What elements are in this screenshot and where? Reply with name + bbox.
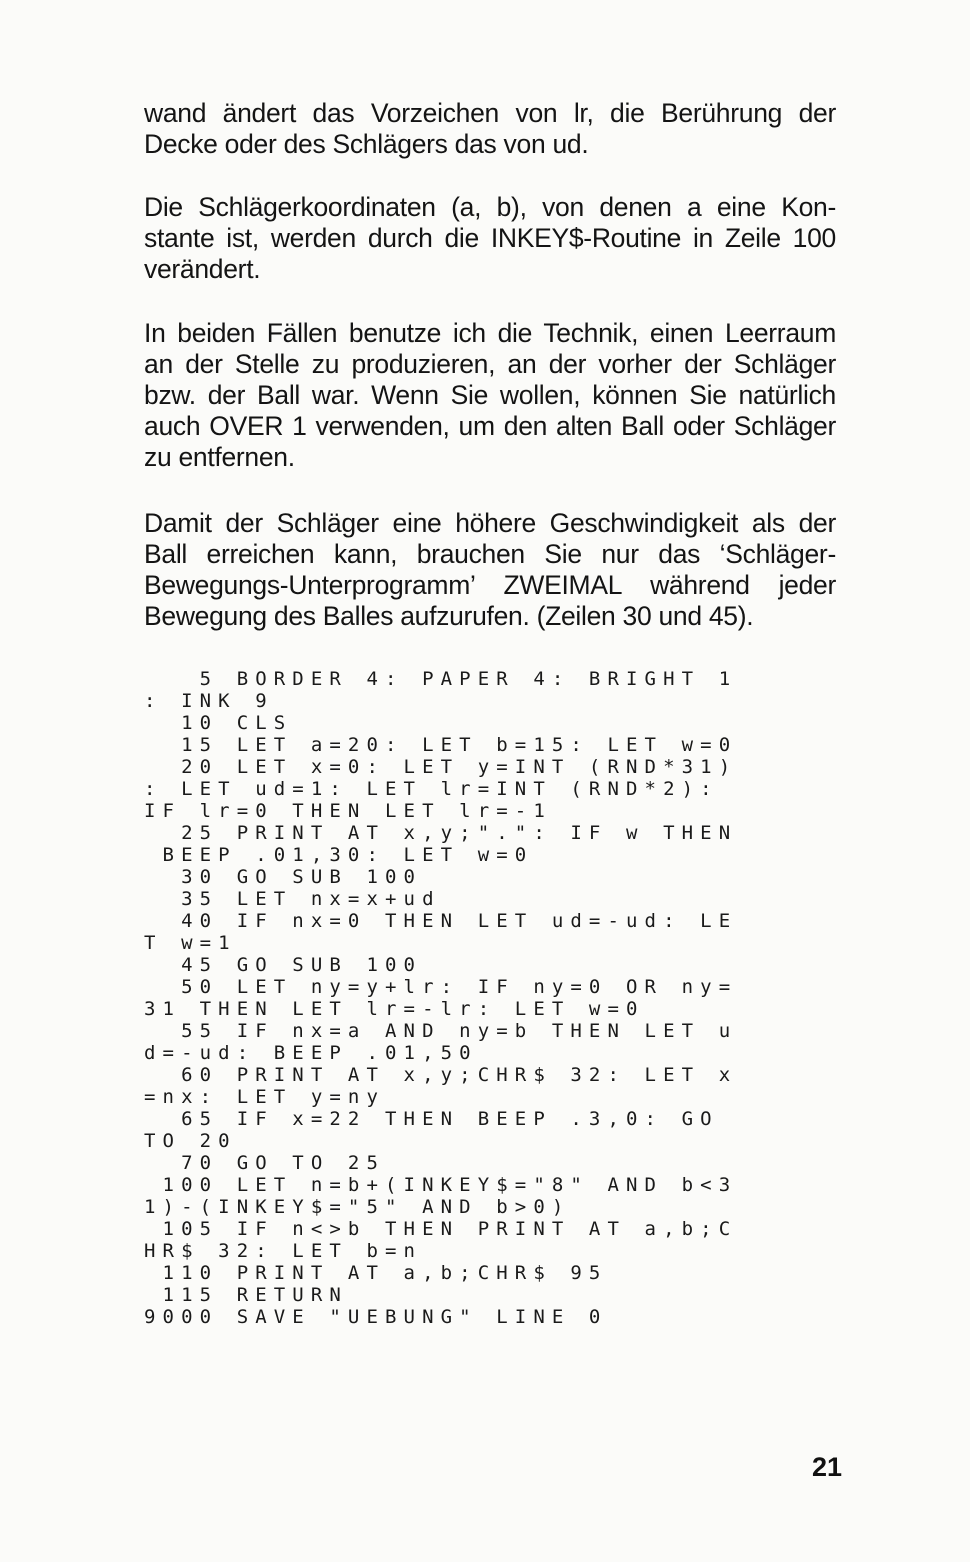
listing-line: 70 GO TO 25 [144,1152,386,1174]
listing-line: =nx: LET y=ny [144,1086,386,1108]
listing-line: 60 PRINT AT x,y;CHR$ 32: LET x [144,1064,738,1086]
paragraph-line: an der Stelle zu produzieren, an der vorher der Schläger [144,349,836,379]
paragraph-1 [144,98,844,160]
listing-line: 35 LET nx=x+ud [144,888,441,910]
listing-line: 5 BORDER 4: PAPER 4: BRIGHT 1 [144,668,738,690]
listing-line: 1)-(INKEY$="5" AND b>0) [144,1196,571,1218]
paragraph-2 [144,192,844,285]
paragraph-line: Bewegungs-Unterprogramm’ ZWEIMAL während jeder [144,570,836,600]
paragraph-line: Die Schlägerkoordinaten (a, b), von denen a eine Kon- [144,192,836,222]
listing-line: 50 LET ny=y+lr: IF ny=0 OR ny= [144,976,738,998]
listing-line: 40 IF nx=0 THEN LET ud=-ud: LE [144,910,738,932]
listing-line: 10 CLS [144,712,293,734]
listing-line: BEEP .01,30: LET w=0 [144,844,534,866]
listing-line: d=-ud: BEEP .01,50 [144,1042,478,1064]
paragraph-3 [144,318,844,473]
paragraph-4 [144,508,844,632]
paragraph-line: bzw. der Ball war. Wenn Sie wollen, können Sie natürlich [144,380,836,410]
listing-line: HR$ 32: LET b=n [144,1240,423,1262]
paragraph-line: wand ändert das Vorzeichen von lr, die Berührung der [144,98,836,128]
listing-line: 115 RETURN [144,1284,348,1306]
listing-line: 31 THEN LET lr=-lr: LET w=0 [144,998,645,1020]
paragraph-line: Decke oder des Schlägers das von ud. [144,129,589,159]
listing-line: 65 IF x=22 THEN BEEP .3,0: GO [144,1108,719,1130]
paragraph-line: Damit der Schläger eine höhere Geschwindigkeit als der [144,508,836,538]
basic-program-listing [144,668,844,1328]
listing-line: 105 IF n<>b THEN PRINT AT a,b;C [144,1218,738,1240]
listing-line: 110 PRINT AT a,b;CHR$ 95 [144,1262,608,1284]
listing-line: : INK 9 [144,690,274,712]
listing-line: : LET ud=1: LET lr=INT (RND*2): [144,778,719,800]
listing-line: IF lr=0 THEN LET lr=-1 [144,800,552,822]
paragraph-line: zu entfernen. [144,442,295,472]
listing-line: 15 LET a=20: LET b=15: LET w=0 [144,734,738,756]
listing-line: 30 GO SUB 100 [144,866,423,888]
listing-line: T w=1 [144,932,237,954]
listing-line: 9000 SAVE "UEBUNG" LINE 0 [144,1306,608,1328]
paragraph-line: stante ist, werden durch die INKEY$-Routine in Zeile 100 [144,223,836,253]
listing-line: 45 GO SUB 100 [144,954,423,976]
paragraph-line: Ball erreichen kann, brauchen Sie nur das ‘Schläger- [144,539,836,569]
paragraph-line: verändert. [144,254,261,284]
listing-line: 25 PRINT AT x,y;".": IF w THEN [144,822,738,844]
listing-line: 55 IF nx=a AND ny=b THEN LET u [144,1020,738,1042]
listing-line: TO 20 [144,1130,237,1152]
paragraph-line: auch OVER 1 verwenden, um den alten Ball oder Schläger [144,411,836,441]
page-number: 21 [812,1452,843,1482]
listing-line: 100 LET n=b+(INKEY$="8" AND b<3 [144,1174,738,1196]
paragraph-line: In beiden Fällen benutze ich die Technik, einen Leerraum [144,318,836,348]
listing-line: 20 LET x=0: LET y=INT (RND*31) [144,756,738,778]
paragraph-line: Bewegung des Balles aufzurufen. (Zeilen 30 und 45). [144,601,754,631]
